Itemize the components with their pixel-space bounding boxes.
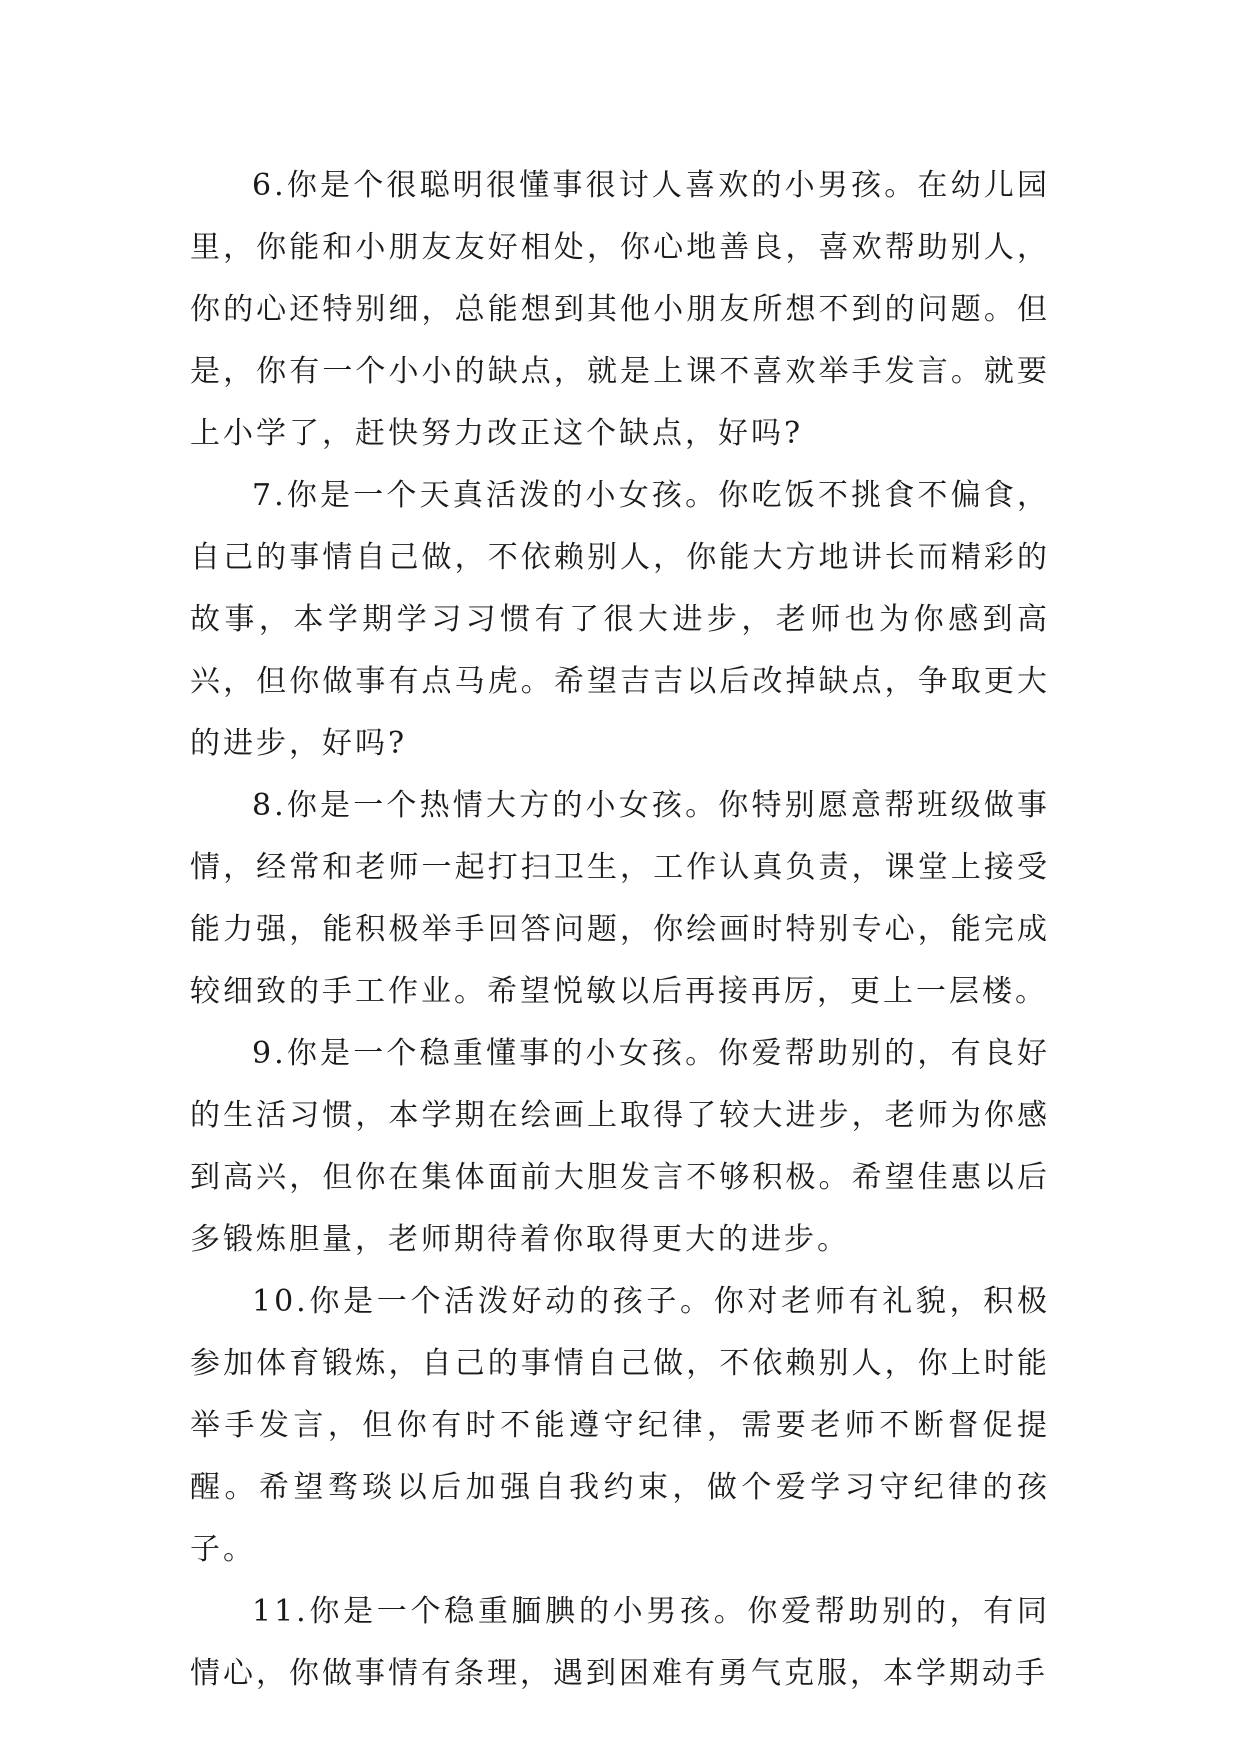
paragraph-8: 8.你是一个热情大方的小女孩。你特别愿意帮班级做事情，经常和老师一起打扫卫生，工作认真负责，课堂上接受能力强，能积极举手回答问题，你绘画时特别专心，能完成较细致的手工作业。希望悦敏以后再接再厉，更上一层楼。 <box>190 788 1050 1009</box>
paragraph-9: 9.你是一个稳重懂事的小女孩。你爱帮助别的，有良好的生活习惯，本学期在绘画上取得了较大进步，老师为你感到高兴，但你在集体面前大胆发言不够积极。希望佳惠以后多锻炼胆量，老师期待着你取得更大的进步。 <box>190 1036 1050 1257</box>
document-body <box>190 155 1050 1705</box>
paragraph-7: 7.你是一个天真活泼的小女孩。你吃饭不挑食不偏食，自己的事情自己做，不依赖别人，你能大方地讲长而精彩的故事，本学期学习习惯有了很大进步，老师也为你感到高兴，但你做事有点马虎。希望吉吉以后改掉缺点，争取更大的进步，好吗? <box>190 478 1050 761</box>
paragraph-10: 10.你是一个活泼好动的孩子。你对老师有礼貌，积极参加体育锻炼，自己的事情自己做，不依赖别人，你上时能举手发言，但你有时不能遵守纪律，需要老师不断督促提醒。希望骛琰以后加强自我约束，做个爱学习守纪律的孩子。 <box>190 1284 1050 1567</box>
paragraph-11: 11.你是一个稳重腼腆的小男孩。你爱帮助别的，有同情心，你做事情有条理，遇到困难有勇气克服，本学期动手 <box>190 1594 1050 1691</box>
paragraph-6: 6.你是个很聪明很懂事很讨人喜欢的小男孩。在幼儿园里，你能和小朋友友好相处，你心地善良，喜欢帮助别人，你的心还特别细，总能想到其他小朋友所想不到的问题。但是，你有一个小小的缺点，就是上课不喜欢举手发言。就要上小学了，赶快努力改正这个缺点，好吗? <box>190 168 1050 451</box>
